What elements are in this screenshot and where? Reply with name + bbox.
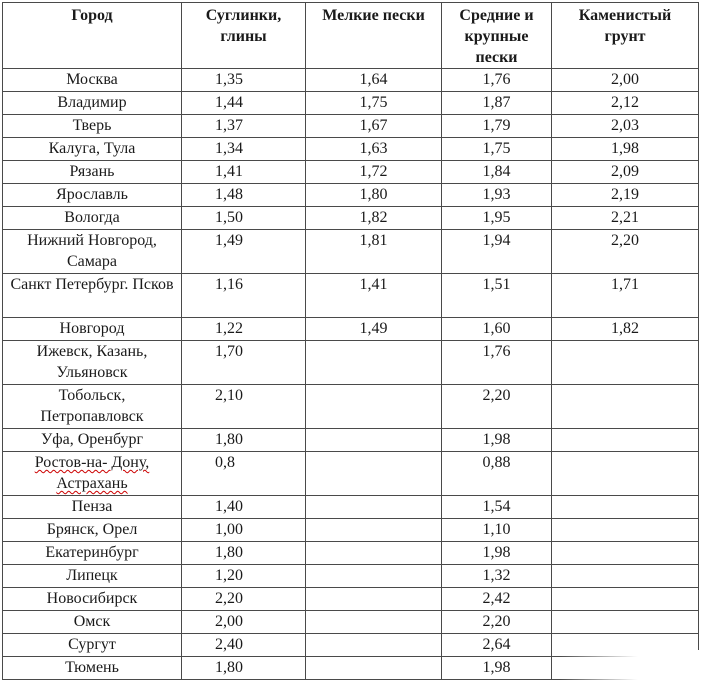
cell-clay: 1,20 — [182, 565, 306, 588]
table-row — [3, 115, 699, 138]
cell-clay: 1,44 — [182, 92, 306, 115]
cell-rocky — [552, 565, 699, 588]
cell-clay: 1,80 — [182, 429, 306, 452]
cell-rocky — [552, 519, 699, 542]
cell-fine-sand: 1,49 — [306, 318, 442, 341]
table-row — [3, 230, 699, 274]
cell-fine-sand — [306, 542, 442, 565]
cell-clay: 1,35 — [182, 69, 306, 92]
cell-clay: 1,40 — [182, 496, 306, 519]
cell-city: Сургут — [3, 634, 182, 657]
cell-city: Москва — [3, 69, 182, 92]
cell-clay: 1,16 — [182, 274, 306, 318]
cell-city: Рязань — [3, 161, 182, 184]
cell-rocky — [552, 385, 699, 429]
header-row — [3, 3, 699, 69]
cell-city: Брянск, Орел — [3, 519, 182, 542]
cell-rocky: 2,20 — [552, 230, 699, 274]
cell-city: Липецк — [3, 565, 182, 588]
cell-fine-sand: 1,81 — [306, 230, 442, 274]
header-rocky: Каменистый грунт — [552, 3, 699, 69]
cell-coarse-sand: 0,88 — [442, 452, 552, 496]
cell-rocky: 2,21 — [552, 207, 699, 230]
cell-coarse-sand: 1,51 — [442, 274, 552, 318]
cell-fine-sand — [306, 634, 442, 657]
cell-city: Новгород — [3, 318, 182, 341]
cell-fine-sand — [306, 657, 442, 680]
cell-clay: 1,37 — [182, 115, 306, 138]
cell-coarse-sand: 1,94 — [442, 230, 552, 274]
cell-clay: 1,80 — [182, 657, 306, 680]
scan-fade — [560, 650, 701, 692]
cell-fine-sand: 1,80 — [306, 184, 442, 207]
table-row — [3, 519, 699, 542]
city-name: Ростов-на- Дону, Астрахань — [34, 454, 150, 492]
cell-fine-sand — [306, 429, 442, 452]
header-clay: Суглинки, глины — [182, 3, 306, 69]
cell-clay: 1,50 — [182, 207, 306, 230]
cell-fine-sand: 1,82 — [306, 207, 442, 230]
cell-city: Тверь — [3, 115, 182, 138]
cell-fine-sand — [306, 611, 442, 634]
cell-fine-sand — [306, 519, 442, 542]
table-row — [3, 588, 699, 611]
table-row — [3, 318, 699, 341]
cell-fine-sand — [306, 452, 442, 496]
table-row — [3, 184, 699, 207]
cell-coarse-sand: 2,20 — [442, 611, 552, 634]
cell-clay: 2,20 — [182, 588, 306, 611]
cell-fine-sand: 1,72 — [306, 161, 442, 184]
cell-coarse-sand: 1,84 — [442, 161, 552, 184]
cell-clay: 1,22 — [182, 318, 306, 341]
cell-city: Калуга, Тула — [3, 138, 182, 161]
table-row — [3, 611, 699, 634]
cell-coarse-sand: 1,10 — [442, 519, 552, 542]
cell-city: Ижевск, Казань, Ульяновск — [3, 341, 182, 385]
cell-city: Санкт Петербург. Псков — [3, 274, 182, 318]
table-row — [3, 452, 699, 496]
cell-coarse-sand: 1,76 — [442, 341, 552, 385]
cell-coarse-sand: 1,98 — [442, 429, 552, 452]
header-city: Город — [3, 3, 182, 69]
table-row — [3, 92, 699, 115]
cell-rocky — [552, 452, 699, 496]
cell-rocky: 2,03 — [552, 115, 699, 138]
cell-coarse-sand: 2,20 — [442, 385, 552, 429]
cell-rocky: 1,71 — [552, 274, 699, 318]
cell-city: Екатеринбург — [3, 542, 182, 565]
cell-fine-sand — [306, 565, 442, 588]
cell-coarse-sand: 1,98 — [442, 542, 552, 565]
cell-fine-sand — [306, 496, 442, 519]
header-fine-sand: Мелкие пески — [306, 3, 442, 69]
cell-fine-sand: 1,63 — [306, 138, 442, 161]
cell-coarse-sand: 1,93 — [442, 184, 552, 207]
cell-rocky — [552, 429, 699, 452]
cell-rocky: 1,82 — [552, 318, 699, 341]
cell-fine-sand: 1,64 — [306, 69, 442, 92]
table-row — [3, 385, 699, 429]
cell-fine-sand — [306, 385, 442, 429]
table-row — [3, 542, 699, 565]
cell-rocky: 2,19 — [552, 184, 699, 207]
cell-clay: 1,80 — [182, 542, 306, 565]
cell-coarse-sand: 1,79 — [442, 115, 552, 138]
cell-rocky: 2,12 — [552, 92, 699, 115]
cell-coarse-sand: 1,98 — [442, 657, 552, 680]
cell-city: Новосибирск — [3, 588, 182, 611]
cell-fine-sand: 1,41 — [306, 274, 442, 318]
table-row — [3, 207, 699, 230]
cell-city: Омск — [3, 611, 182, 634]
cell-rocky — [552, 588, 699, 611]
cell-fine-sand: 1,75 — [306, 92, 442, 115]
cell-city: Вологда — [3, 207, 182, 230]
cell-coarse-sand: 2,42 — [442, 588, 552, 611]
cell-coarse-sand: 1,54 — [442, 496, 552, 519]
cell-coarse-sand: 1,87 — [442, 92, 552, 115]
table-row — [3, 69, 699, 92]
cell-coarse-sand: 1,32 — [442, 565, 552, 588]
cell-clay: 2,40 — [182, 634, 306, 657]
cell-clay: 2,10 — [182, 385, 306, 429]
cell-city: Тобольск, Петропавловск — [3, 385, 182, 429]
cell-coarse-sand: 1,76 — [442, 69, 552, 92]
cell-rocky: 1,98 — [552, 138, 699, 161]
soil-freezing-table — [2, 2, 699, 680]
table-row — [3, 565, 699, 588]
cell-clay: 0,8 — [182, 452, 306, 496]
table-row — [3, 496, 699, 519]
cell-clay: 2,00 — [182, 611, 306, 634]
cell-rocky — [552, 611, 699, 634]
cell-coarse-sand: 1,60 — [442, 318, 552, 341]
table-body — [3, 69, 699, 680]
table-row — [3, 429, 699, 452]
cell-clay: 1,48 — [182, 184, 306, 207]
cell-coarse-sand: 1,75 — [442, 138, 552, 161]
cell-clay: 1,34 — [182, 138, 306, 161]
cell-clay: 1,70 — [182, 341, 306, 385]
cell-city: Пенза — [3, 496, 182, 519]
cell-rocky — [552, 542, 699, 565]
cell-fine-sand — [306, 588, 442, 611]
cell-clay: 1,41 — [182, 161, 306, 184]
cell-clay: 1,00 — [182, 519, 306, 542]
cell-city: Уфа, Оренбург — [3, 429, 182, 452]
cell-city: Ярославль — [3, 184, 182, 207]
table-row — [3, 138, 699, 161]
table-row — [3, 161, 699, 184]
cell-city — [3, 452, 182, 496]
cell-city: Нижний Новгород, Самара — [3, 230, 182, 274]
cell-fine-sand — [306, 341, 442, 385]
cell-rocky — [552, 341, 699, 385]
cell-coarse-sand: 1,95 — [442, 207, 552, 230]
cell-coarse-sand: 2,64 — [442, 634, 552, 657]
cell-city: Владимир — [3, 92, 182, 115]
table-row — [3, 341, 699, 385]
cell-rocky: 2,00 — [552, 69, 699, 92]
cell-city: Тюмень — [3, 657, 182, 680]
cell-clay: 1,49 — [182, 230, 306, 274]
cell-fine-sand: 1,67 — [306, 115, 442, 138]
cell-rocky — [552, 496, 699, 519]
header-coarse-sand: Средние и крупные пески — [442, 3, 552, 69]
table-row — [3, 274, 699, 318]
cell-rocky: 2,09 — [552, 161, 699, 184]
